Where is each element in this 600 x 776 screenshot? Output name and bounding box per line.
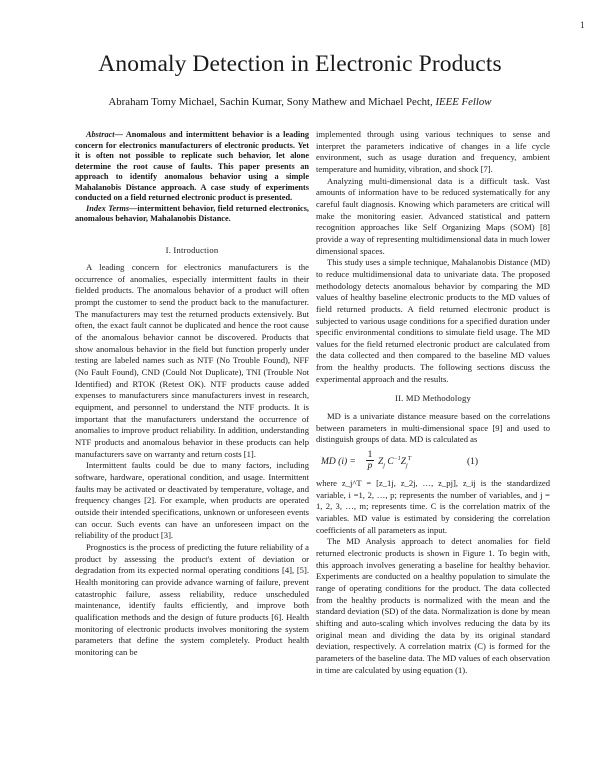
section-heading-md-methodology: II. MD Methodology (395, 393, 471, 404)
index-label: Index Terms (86, 203, 130, 213)
equation-c-sup: −1 (393, 455, 401, 462)
page-number: 1 (580, 20, 585, 30)
index-text: —intermittent behavior, field returned electronics, anomalous behavior, Mahalanobis Distance. (75, 203, 309, 223)
equation-z1: Z (378, 457, 384, 468)
left-column (75, 130, 309, 658)
equation-number: (1) (467, 457, 479, 468)
abstract-label: Abstract (86, 130, 115, 139)
intro-paragraph-3: Prognostics is the process of predicting the future reliability of a product by assessing the product's extent of deviation or degradation from its expected normal operating conditions [4], [5]. Health monitoring can provide advance warning of failure, prevent catastrophic failure, assess reliability, reduce unscheduled maintenance, identify faults efficiently, and improve both qualification methods and the design of future products [6]. Health monitoring of electronic products involves monitoring the system parameters that define the system completely. Product health monitoring can be (75, 541, 309, 657)
abstract-text: — Anomalous and intermittent behavior is a leading concern for electronics manufacturers of electronic products. Yet it is often not possible to replicate such behavior, let alone determine the root cause of faults. This paper presents an approach to identify anomalous behavior using a simple Mahalanobis Distance approach. A case study of experiments conducted on a field returned electronic product is presented. (75, 130, 309, 202)
equation-lhs: MD (i) = (321, 457, 356, 468)
md-intro-paragraph: MD is a univariate distance measure based on the correlations between parameters in multi-dimensional space [9] and used to distinguish groups of data. MD is calculated as (316, 411, 550, 445)
author-fellow: IEEE Fellow (435, 96, 492, 108)
where-paragraph: where z_j^T = [z_1j, z_2j, …, z_pj], z_ij is the standardized variable, i =1, 2, …, p; represents the number of variables, and j = 1, 2, 3, …, m; represents time. C is the correlation matrix of the variables. MD value is estimated by considering the correlation coefficients of all parameters as input. (316, 478, 550, 535)
section-heading-introduction: I. Introduction (165, 244, 219, 255)
abstract (75, 130, 309, 204)
equation-z2-sub: j (406, 462, 408, 469)
equation-numerator: 1 (367, 450, 373, 461)
equation-denominator: p (367, 461, 373, 472)
author-line (0, 96, 600, 108)
author-names: Abraham Tomy Michael, Sachin Kumar, Sony Mathew and Michael Pecht, (108, 96, 436, 108)
right-paragraph-1: implemented through using various techniques to sense and interpret the parameters indicative of changes in a life cycle environment, such as usage duration and frequency, ambient temperature and humidity, vibration, and shock [7]. (316, 129, 550, 174)
intro-paragraph-1: A leading concern for electronics manufacturers is the occurrence of anomalies, especially intermittent faults in their fielded products. The anomalous behavior of a product will often prompt the customer to send the product back to the manufacturer. The manufacturers may test the returned products extensively. But often, the exact fault cannot be duplicated and hence the root cause of the anomalous behavior cannot be discovered. Products that show anomalous behavior in the field but function properly under testing are labeled names such as NTF (No Trouble Found), NFF (No Fault Found), CND (Could Not Duplicate), TNI (Trouble Not Identified) and RTOK (Retest OK). NTF products cause added expenses to manufacturers since manufacturers invest in research, equipment, and personnel to understand the NTF products. It is important that the manufacturers understand the occurrence of anomalies to improve product reliability. In addition, understanding NTF products and anomalous behavior in these products can help manufacturers save on warranty and return costs [1]. (75, 262, 309, 459)
equation-z1-sub: j (383, 462, 385, 469)
intro-paragraph-2: Intermittent faults could be due to many factors, including software, hardware, operational condition, and usage. Intermittent faults may be activated or deactivated by temperature, voltage, and frequency changes [2]. For example, when products are operated outside their intended specifications, unknown or unforeseen events can occur. Such events can have an unforeseen impact on the reliability of the product [3]. (75, 460, 309, 541)
right-paragraph-2: Analyzing multi-dimensional data is a difficult task. Vast amounts of information have to be reduced systematically for any careful fault diagnosis. Knowing which parameters are critical will make the monitoring easier. Advanced statistical and pattern recognition approaches like Self Organizing Maps (SOM) [8] provide a way of representing multidimensional data in much lower dimensional spaces. (316, 175, 550, 256)
equation-z2: Z (400, 457, 407, 468)
equation-c: C (384, 457, 394, 468)
index-terms (75, 204, 309, 225)
equation-fraction (366, 450, 374, 472)
paper-title: Anomaly Detection in Electronic Products (98, 51, 502, 77)
right-column (316, 129, 550, 676)
equation-rhs (378, 457, 411, 469)
equation-z2-sup: T (407, 455, 412, 462)
md-analysis-paragraph: The MD Analysis approach to detect anomalies for field returned electronic products is shown in Figure 1. To begin with, this approach involves generating a baseline for healthy behavior. Experiments are conducted on a healthy population to simulate the range of operating conditions for the product. The data collected from the healthy products is normalized with the mean and the standard deviation (SD) of the data. Normalization is done by mean shifting and auto-scaling which involves reducing the data by its original mean and dividing the data by its original standard deviation, respectively. A correlation matrix (C) is formed for the parameters of the baseline data. The MD values of each observation in time are calculated by using equation (1). (316, 536, 550, 675)
equation-1 (316, 450, 550, 476)
right-paragraph-3: This study uses a simple technique, Mahalanobis Distance (MD) to reduce multidimensional data to univariate data. The proposed methodology detects anomalous behavior by comparing the MD values of healthy baseline electronic products to the MD values of field returned products. A field returned electronic product is subjected to various usage conditions for a specified duration under specific environmental conditions to simulate field usage. The MD values for the field returned electronic product are calculated from the data collected and then compared to the baseline MD values from the healthy products. The following sections discuss the experimental approach and the results. (316, 257, 550, 384)
